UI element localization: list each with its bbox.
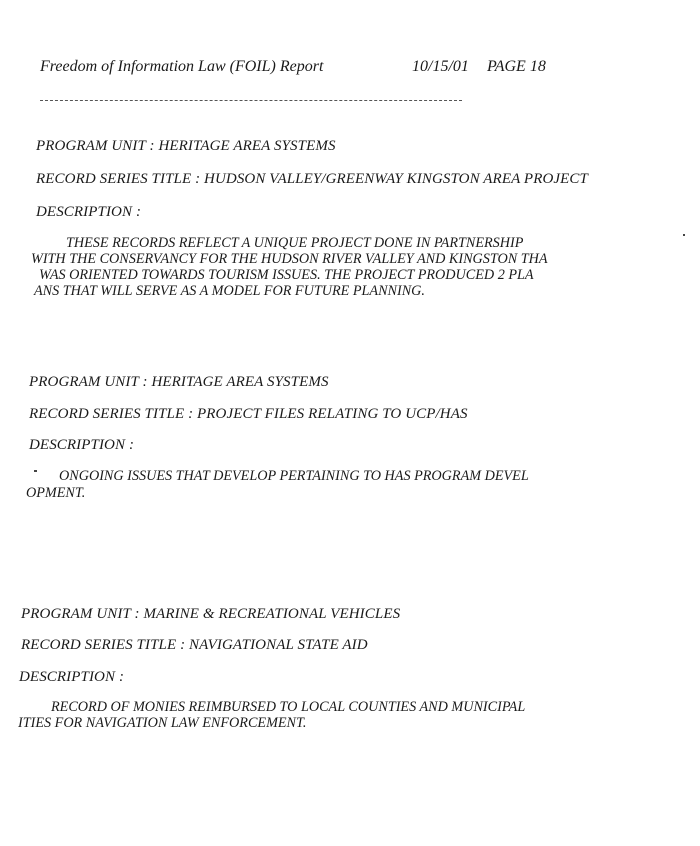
report-date: 10/15/01 [412,58,469,75]
record-3-series-title: RECORD SERIES TITLE : NAVIGATIONAL STATE AID [21,637,368,653]
scan-speck [683,234,685,236]
page-number: PAGE 18 [487,58,546,75]
record-1-description-line: WITH THE CONSERVANCY FOR THE HUDSON RIVER VALLEY AND KINGSTON THA [31,251,548,267]
record-2-description-line: ONGOING ISSUES THAT DEVELOP PERTAINING TO HAS PROGRAM DEVEL [59,468,529,484]
record-1-description-line: THESE RECORDS REFLECT A UNIQUE PROJECT DONE IN PARTNERSHIP [66,235,524,251]
record-1-description-line: ANS THAT WILL SERVE AS A MODEL FOR FUTURE PLANNING. [34,283,425,299]
record-3-description-line: RECORD OF MONIES REIMBURSED TO LOCAL COUNTIES AND MUNICIPAL [51,699,526,715]
record-1-description-label: DESCRIPTION : [36,204,142,220]
record-2-program-unit: PROGRAM UNIT : HERITAGE AREA SYSTEMS [29,374,329,390]
header-divider [40,100,462,101]
scan-speck [34,470,37,472]
record-2-description-label: DESCRIPTION : [29,437,135,453]
report-title: Freedom of Information Law (FOIL) Report [40,58,324,75]
record-3-program-unit: PROGRAM UNIT : MARINE & RECREATIONAL VEHICLES [21,606,401,622]
record-2-description-line: OPMENT. [26,485,86,501]
record-1-description-line: WAS ORIENTED TOWARDS TOURISM ISSUES. THE PROJECT PRODUCED 2 PLA [39,267,534,283]
record-3-description-line: ITIES FOR NAVIGATION LAW ENFORCEMENT. [18,715,307,731]
record-1-series-title: RECORD SERIES TITLE : HUDSON VALLEY/GREENWAY KINGSTON AREA PROJECT [36,171,588,187]
record-1-program-unit: PROGRAM UNIT : HERITAGE AREA SYSTEMS [36,138,336,154]
record-3-description-label: DESCRIPTION : [19,669,125,685]
record-2-series-title: RECORD SERIES TITLE : PROJECT FILES RELATING TO UCP/HAS [29,406,468,422]
